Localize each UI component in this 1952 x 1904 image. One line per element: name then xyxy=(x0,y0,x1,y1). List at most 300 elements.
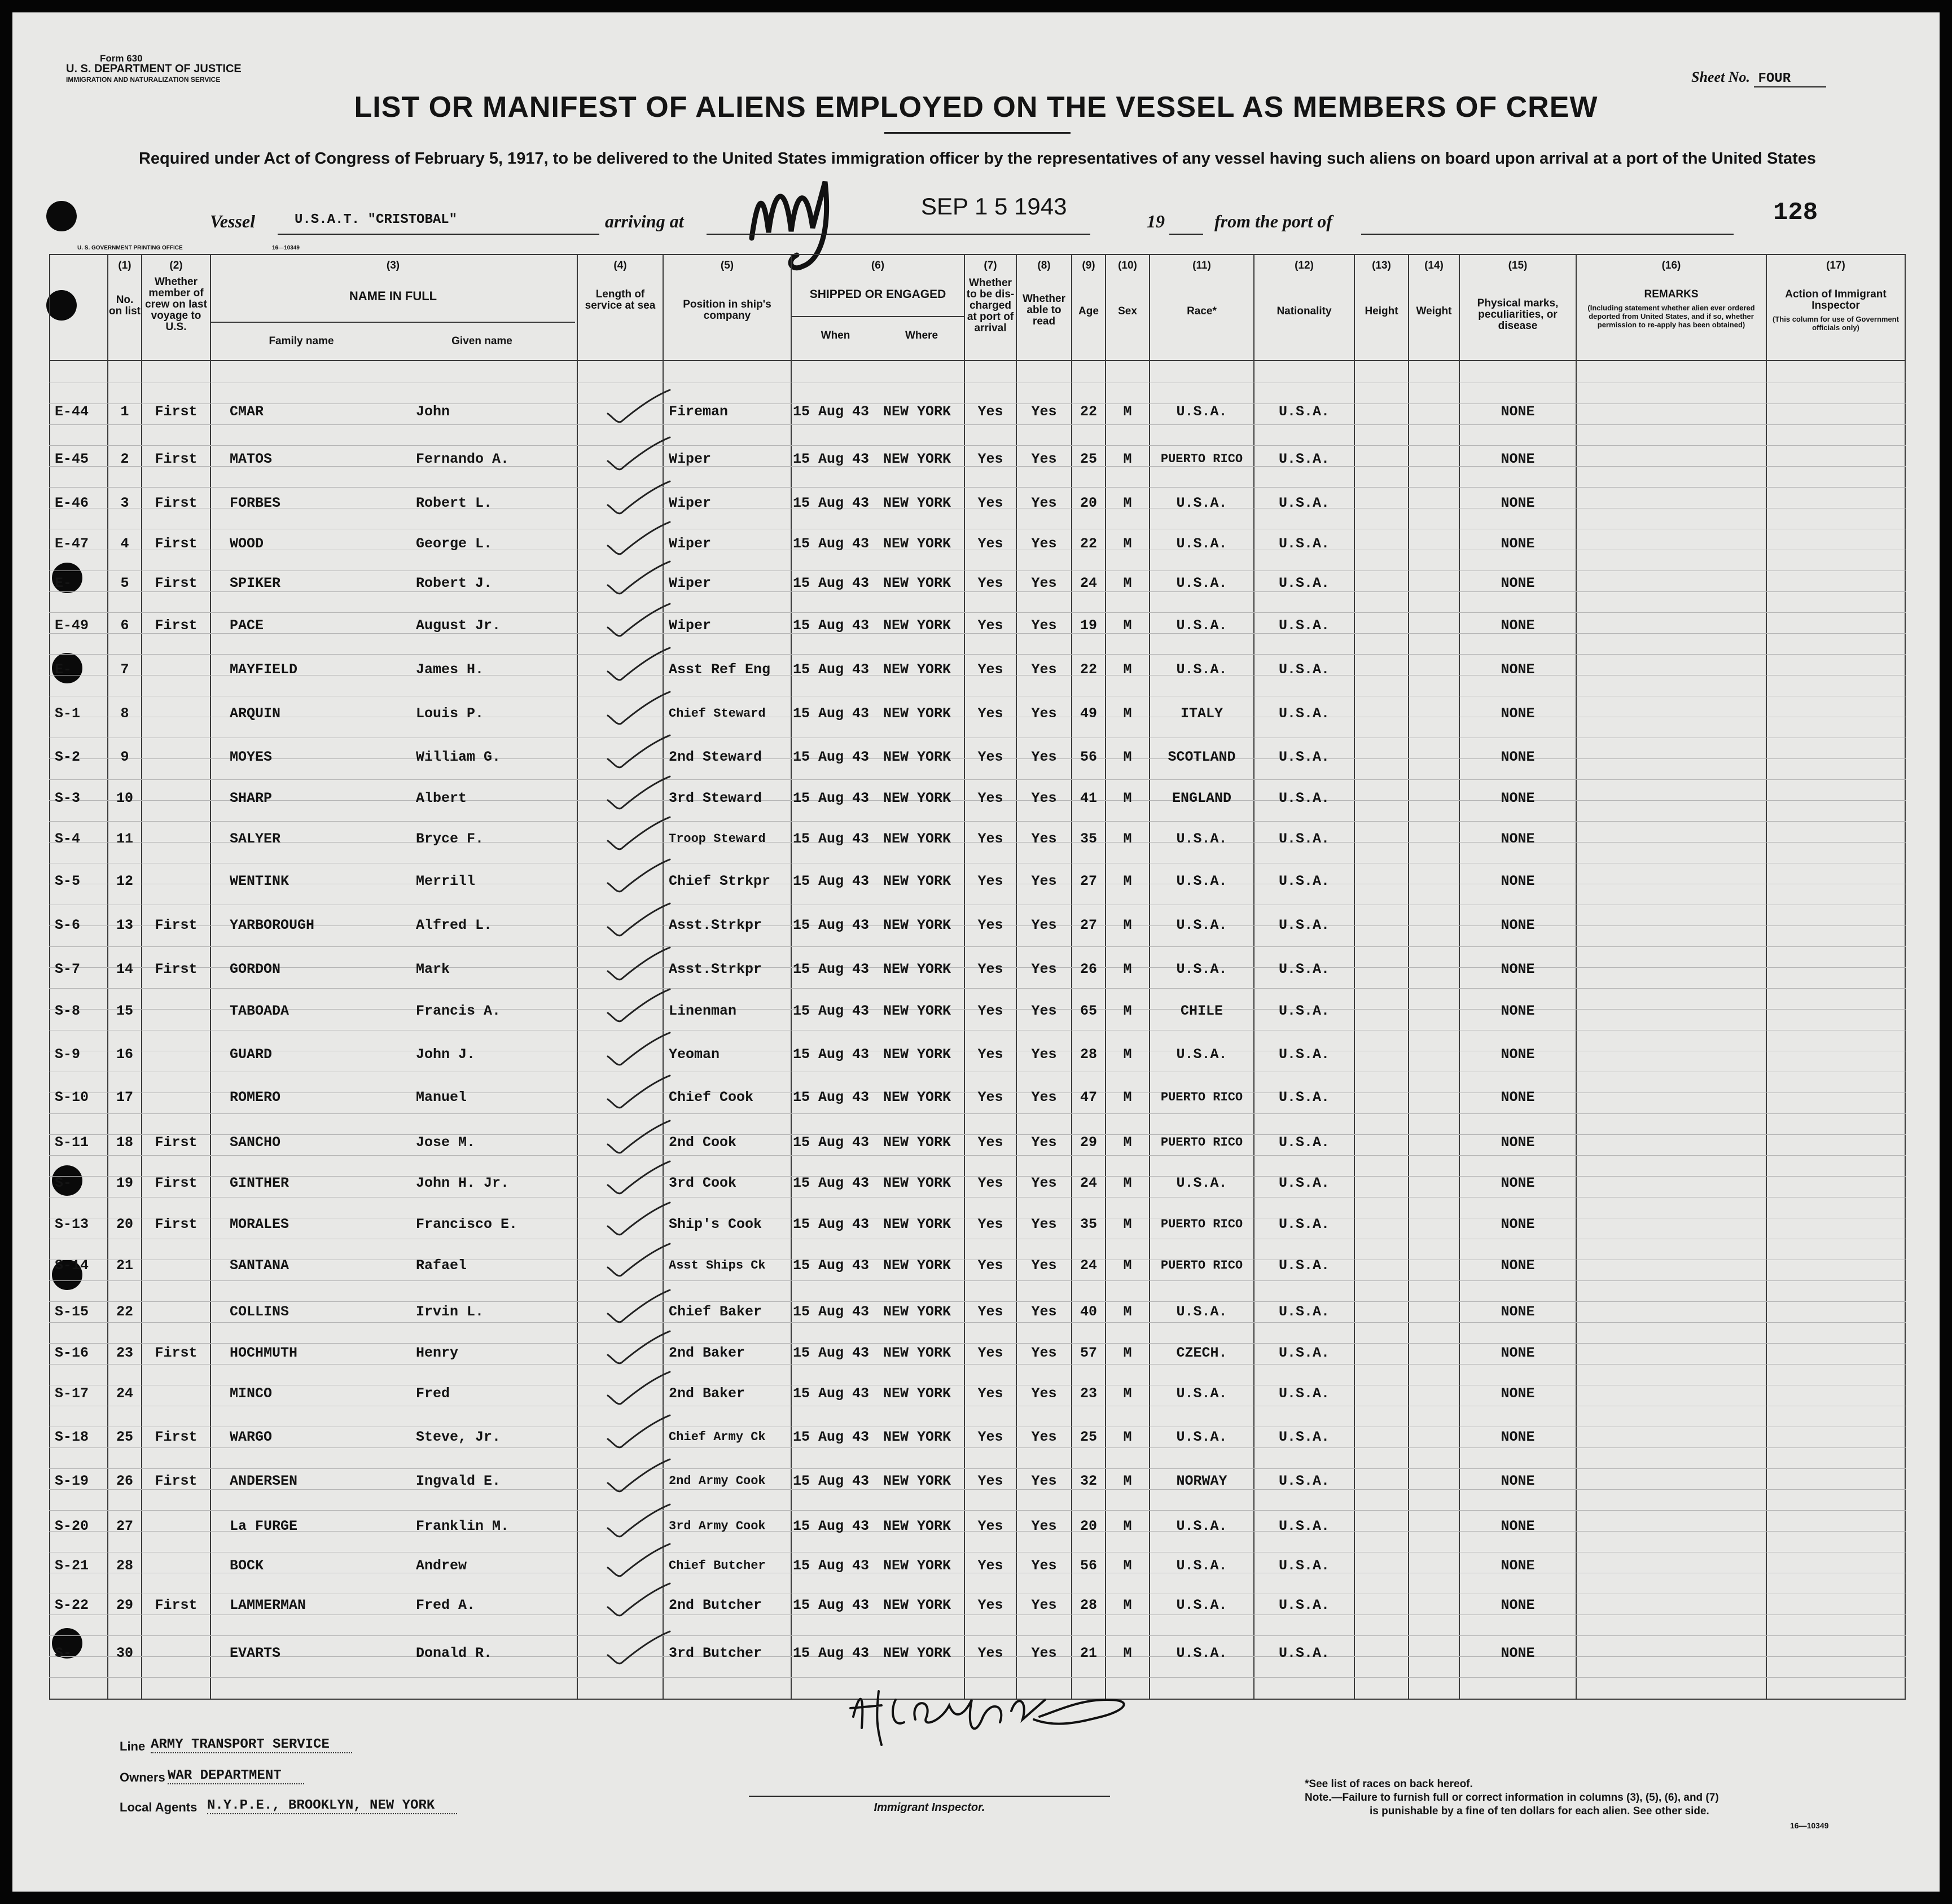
race: U.S.A. xyxy=(1176,1645,1227,1661)
race: U.S.A. xyxy=(1176,617,1227,634)
shipped-where: NEW YORK xyxy=(883,1645,951,1661)
checkmark-icon xyxy=(602,1287,675,1326)
given-name: Alfred L. xyxy=(416,917,493,933)
list-number: 1 xyxy=(120,403,129,420)
able-to-read: Yes xyxy=(1031,1429,1057,1445)
nationality: U.S.A. xyxy=(1278,1089,1330,1105)
physical-marks: NONE xyxy=(1501,1216,1535,1232)
to-be-discharged: Yes xyxy=(977,617,1003,634)
family-name: GUARD xyxy=(230,1046,273,1063)
family-name: COLLINS xyxy=(230,1304,289,1320)
sex: M xyxy=(1123,1429,1132,1445)
physical-marks: NONE xyxy=(1501,831,1535,847)
subheader-rule xyxy=(792,316,964,317)
position: Chief Steward xyxy=(669,707,766,721)
given-name: Franklin M. xyxy=(416,1518,510,1534)
sex: M xyxy=(1123,705,1132,722)
last-voyage xyxy=(142,1558,210,1574)
age: 24 xyxy=(1080,1175,1097,1191)
checkmark-icon xyxy=(602,600,675,640)
footer-form-code: 16—10349 xyxy=(1790,1821,1829,1830)
col-no-on-list: No. on list xyxy=(109,294,141,317)
checkmark-icon xyxy=(602,644,675,684)
position: Chief Baker xyxy=(669,1304,762,1320)
ruling-line xyxy=(49,654,1906,655)
able-to-read: Yes xyxy=(1031,831,1057,847)
list-number: 29 xyxy=(116,1597,133,1613)
col-4-number: (4) xyxy=(613,260,627,271)
col-position: Position in ship's company xyxy=(683,299,771,322)
checkmark-icon xyxy=(602,1580,675,1620)
shipped-where: NEW YORK xyxy=(883,1003,951,1019)
shipped-when: 15 Aug 43 xyxy=(793,790,870,806)
col-14-number: (14) xyxy=(1424,260,1444,271)
able-to-read: Yes xyxy=(1031,1134,1057,1151)
col-6-number: (6) xyxy=(871,260,885,271)
col-inspector-note: (This column for use of Government officials only) xyxy=(1773,315,1899,332)
given-name: William G. xyxy=(416,749,501,765)
sex: M xyxy=(1123,536,1132,552)
age: 22 xyxy=(1080,536,1097,552)
sheet-number xyxy=(1691,69,1826,87)
position: Wiper xyxy=(669,495,712,511)
ruling-line xyxy=(49,946,1906,947)
col-5-number: (5) xyxy=(720,260,734,271)
able-to-read: Yes xyxy=(1031,749,1057,765)
col-given-name: Given name xyxy=(451,335,512,347)
checkmark-icon xyxy=(602,1029,675,1069)
race: NORWAY xyxy=(1176,1473,1227,1489)
col-weight: Weight xyxy=(1416,305,1452,317)
age: 29 xyxy=(1080,1134,1097,1151)
to-be-discharged: Yes xyxy=(977,873,1003,889)
shipped-when: 15 Aug 43 xyxy=(793,403,870,420)
list-number: 21 xyxy=(116,1257,133,1274)
position: Wiper xyxy=(669,451,712,467)
col-1-number: (1) xyxy=(118,260,131,271)
vessel-name: U.S.A.T. "CRISTOBAL" xyxy=(295,212,458,227)
race: U.S.A. xyxy=(1176,1429,1227,1445)
position: 2nd Steward xyxy=(669,749,762,765)
family-name: WENTINK xyxy=(230,873,289,889)
last-voyage: First xyxy=(155,917,198,933)
last-voyage: First xyxy=(155,1429,198,1445)
last-voyage: First xyxy=(155,1175,198,1191)
shipped-where: NEW YORK xyxy=(883,961,951,977)
col-discharged: Whether to be dis-charged at port of arrival xyxy=(966,277,1015,334)
physical-marks: NONE xyxy=(1501,1597,1535,1613)
last-voyage: First xyxy=(155,451,198,467)
ruling-line xyxy=(49,1364,1906,1365)
shipped-where: NEW YORK xyxy=(883,1134,951,1151)
column-rule xyxy=(1576,254,1577,1700)
age: 28 xyxy=(1080,1046,1097,1063)
nationality: U.S.A. xyxy=(1278,1345,1330,1361)
race: PUERTO RICO xyxy=(1160,1135,1243,1150)
last-voyage: First xyxy=(155,1597,198,1613)
physical-marks: NONE xyxy=(1501,403,1535,420)
col-nationality: Nationality xyxy=(1277,305,1332,317)
penalty-note: Note.—Failure to furnish full or correct information in columns (3), (5), (6), and (7) xyxy=(1305,1792,1719,1804)
nationality: U.S.A. xyxy=(1278,705,1330,722)
to-be-discharged: Yes xyxy=(977,1216,1003,1232)
crew-code: E-49 xyxy=(55,617,89,634)
nationality: U.S.A. xyxy=(1278,1046,1330,1063)
able-to-read: Yes xyxy=(1031,403,1057,420)
manifest-sheet xyxy=(12,12,1940,1892)
races-note: *See list of races on back hereof. xyxy=(1305,1778,1473,1790)
age: 47 xyxy=(1080,1089,1097,1105)
family-name: CMAR xyxy=(230,403,264,420)
col-shipped-or-engaged: SHIPPED OR ENGAGED xyxy=(809,288,946,301)
physical-marks: NONE xyxy=(1501,1003,1535,1019)
able-to-read: Yes xyxy=(1031,1257,1057,1274)
race: U.S.A. xyxy=(1176,873,1227,889)
position: Asst.Strkpr xyxy=(669,961,762,977)
shipped-when: 15 Aug 43 xyxy=(793,1175,870,1191)
family-name: MINCO xyxy=(230,1385,273,1402)
crew-code: S-5 xyxy=(55,873,81,889)
sex: M xyxy=(1123,1597,1132,1613)
to-be-discharged: Yes xyxy=(977,1429,1003,1445)
able-to-read: Yes xyxy=(1031,495,1057,511)
shipped-when: 15 Aug 43 xyxy=(793,1473,870,1489)
family-name: MAYFIELD xyxy=(230,661,298,678)
shipped-when: 15 Aug 43 xyxy=(793,1345,870,1361)
nationality: U.S.A. xyxy=(1278,961,1330,977)
checkmark-icon xyxy=(602,814,675,853)
col-able-to-read: Whether able to read xyxy=(1023,293,1065,327)
last-voyage xyxy=(142,1046,210,1063)
nationality: U.S.A. xyxy=(1278,1257,1330,1274)
penalty-note-continued: is punishable by a fine of ten dollars for each alien. See other side. xyxy=(1370,1805,1709,1817)
last-voyage xyxy=(142,1257,210,1274)
last-voyage: First xyxy=(155,1345,198,1361)
family-name: WARGO xyxy=(230,1429,273,1445)
able-to-read: Yes xyxy=(1031,1385,1057,1402)
family-name: La FURGE xyxy=(230,1518,298,1534)
family-name: FORBES xyxy=(230,495,281,511)
given-name: Fred A. xyxy=(416,1597,476,1613)
to-be-discharged: Yes xyxy=(977,403,1003,420)
able-to-read: Yes xyxy=(1031,1345,1057,1361)
col-remarks-note: (Including statement whether alien ever ordered deported from United States, and if so, whether permission to re-apply has been obtained) xyxy=(1587,304,1755,329)
list-number: 22 xyxy=(116,1304,133,1320)
list-number: 4 xyxy=(120,536,129,552)
checkmark-icon xyxy=(602,732,675,771)
able-to-read: Yes xyxy=(1031,1645,1057,1661)
position: 3rd Army Cook xyxy=(669,1519,766,1533)
list-number: 27 xyxy=(116,1518,133,1534)
shipped-where: NEW YORK xyxy=(883,831,951,847)
checkmark-icon xyxy=(602,1328,675,1367)
page-number: 128 xyxy=(1773,199,1818,227)
physical-marks: NONE xyxy=(1501,575,1535,591)
sex: M xyxy=(1123,790,1132,806)
to-be-discharged: Yes xyxy=(977,495,1003,511)
age: 35 xyxy=(1080,1216,1097,1232)
position: Fireman xyxy=(669,403,729,420)
crew-code: S-3 xyxy=(55,790,81,806)
shipped-where: NEW YORK xyxy=(883,1558,951,1574)
crew-code: E-46 xyxy=(55,495,89,511)
checkmark-icon xyxy=(602,773,675,813)
manifest-notes xyxy=(1305,1778,1719,1818)
crew-code: S-8 xyxy=(55,1003,81,1019)
shipped-when: 15 Aug 43 xyxy=(793,1429,870,1445)
race: U.S.A. xyxy=(1176,1518,1227,1534)
crew-code: S-9 xyxy=(55,1046,81,1063)
last-voyage xyxy=(142,749,210,766)
physical-marks: NONE xyxy=(1501,1089,1535,1105)
last-voyage xyxy=(142,873,210,890)
col-13-number: (13) xyxy=(1372,260,1391,271)
age: 49 xyxy=(1080,705,1097,722)
physical-marks: NONE xyxy=(1501,495,1535,511)
col-inspector-action: Action of Immigrant Inspector xyxy=(1785,288,1887,312)
position: 3rd Steward xyxy=(669,790,762,806)
form-identification xyxy=(66,53,242,85)
list-number: 16 xyxy=(116,1046,133,1063)
nationality: U.S.A. xyxy=(1278,451,1330,467)
age: 40 xyxy=(1080,1304,1097,1320)
race: U.S.A. xyxy=(1176,831,1227,847)
col-when: When xyxy=(821,330,850,341)
col-family-name: Family name xyxy=(269,335,334,347)
checkmark-icon xyxy=(602,1628,675,1668)
nationality: U.S.A. xyxy=(1278,495,1330,511)
checkmark-icon xyxy=(602,900,675,940)
physical-marks: NONE xyxy=(1501,1257,1535,1274)
inspector-label: Immigrant Inspector. xyxy=(874,1801,985,1814)
able-to-read: Yes xyxy=(1031,1304,1057,1320)
shipped-where: NEW YORK xyxy=(883,451,951,467)
shipped-when: 15 Aug 43 xyxy=(793,873,870,889)
local-agents-value: N.Y.P.E., BROOKLYN, NEW YORK xyxy=(207,1798,457,1814)
shipped-where: NEW YORK xyxy=(883,661,951,678)
shipped-where: NEW YORK xyxy=(883,495,951,511)
shipped-where: NEW YORK xyxy=(883,749,951,765)
to-be-discharged: Yes xyxy=(977,705,1003,722)
list-number: 11 xyxy=(116,831,133,847)
given-name: Donald R. xyxy=(416,1645,493,1661)
to-be-discharged: Yes xyxy=(977,1645,1003,1661)
list-number: 14 xyxy=(116,961,133,977)
list-number: 12 xyxy=(116,873,133,889)
row-rule xyxy=(49,360,1906,361)
able-to-read: Yes xyxy=(1031,705,1057,722)
nationality: U.S.A. xyxy=(1278,536,1330,552)
age: 25 xyxy=(1080,451,1097,467)
race: U.S.A. xyxy=(1176,495,1227,511)
from-port-label: from the port of xyxy=(1214,211,1332,231)
shipped-when: 15 Aug 43 xyxy=(793,1597,870,1613)
position: Troop Steward xyxy=(669,832,766,846)
sex: M xyxy=(1123,403,1132,420)
document-title: LIST OR MANIFEST OF ALIENS EMPLOYED ON THE VESSEL AS MEMBERS OF CREW xyxy=(354,91,1598,124)
shipped-where: NEW YORK xyxy=(883,1429,951,1445)
sex: M xyxy=(1123,1385,1132,1402)
list-number: 6 xyxy=(120,617,129,634)
list-number: 10 xyxy=(116,790,133,806)
shipped-when: 15 Aug 43 xyxy=(793,1046,870,1063)
col-last-voyage: Whether member of crew on last voyage to U.S. xyxy=(145,276,207,333)
form-number: Form 630 xyxy=(100,53,143,64)
able-to-read: Yes xyxy=(1031,1558,1057,1574)
last-voyage: First xyxy=(155,495,198,511)
checkmark-icon xyxy=(602,558,675,598)
shipped-where: NEW YORK xyxy=(883,1345,951,1361)
nationality: U.S.A. xyxy=(1278,1645,1330,1661)
list-number: 7 xyxy=(120,661,129,678)
to-be-discharged: Yes xyxy=(977,1385,1003,1402)
col-17-number: (17) xyxy=(1826,260,1845,271)
to-be-discharged: Yes xyxy=(977,1175,1003,1191)
family-name: ROMERO xyxy=(230,1089,281,1105)
age: 56 xyxy=(1080,749,1097,765)
shipped-when: 15 Aug 43 xyxy=(793,1518,870,1534)
list-number: 3 xyxy=(120,495,129,511)
family-name: LAMMERMAN xyxy=(230,1597,306,1613)
race: U.S.A. xyxy=(1176,1175,1227,1191)
to-be-discharged: Yes xyxy=(977,1089,1003,1105)
last-voyage xyxy=(142,790,210,807)
sex: M xyxy=(1123,1257,1132,1274)
given-name: Fred xyxy=(416,1385,450,1402)
list-number: 15 xyxy=(116,1003,133,1019)
shipped-when: 15 Aug 43 xyxy=(793,705,870,722)
to-be-discharged: Yes xyxy=(977,917,1003,933)
list-number: 17 xyxy=(116,1089,133,1105)
age: 24 xyxy=(1080,1257,1097,1274)
family-name: TABOADA xyxy=(230,1003,289,1019)
age: 65 xyxy=(1080,1003,1097,1019)
checkmark-icon xyxy=(602,1412,675,1451)
shipped-where: NEW YORK xyxy=(883,617,951,634)
nationality: U.S.A. xyxy=(1278,1175,1330,1191)
checkmark-icon xyxy=(602,856,675,896)
checkmark-icon xyxy=(602,1501,675,1541)
checkmark-icon xyxy=(602,1072,675,1112)
nationality: U.S.A. xyxy=(1278,403,1330,420)
checkmark-icon xyxy=(602,1541,675,1580)
race: ENGLAND xyxy=(1172,790,1232,806)
checkmark-icon xyxy=(602,688,675,728)
crew-code: E-47 xyxy=(55,536,89,552)
col-sex: Sex xyxy=(1118,305,1137,317)
to-be-discharged: Yes xyxy=(977,790,1003,806)
position: 2nd Army Cook xyxy=(669,1474,766,1488)
last-voyage: First xyxy=(155,536,198,552)
position: Asst Ref Eng xyxy=(669,661,771,678)
position: 2nd Butcher xyxy=(669,1597,762,1613)
position: Wiper xyxy=(669,536,712,552)
checkmark-icon xyxy=(602,1117,675,1157)
given-name: Henry xyxy=(416,1345,459,1361)
nationality: U.S.A. xyxy=(1278,917,1330,933)
last-voyage xyxy=(142,661,210,678)
sex: M xyxy=(1123,1003,1132,1019)
given-name: Steve, Jr. xyxy=(416,1429,501,1445)
to-be-discharged: Yes xyxy=(977,536,1003,552)
last-voyage: First xyxy=(155,1473,198,1489)
to-be-discharged: Yes xyxy=(977,1134,1003,1151)
shipped-where: NEW YORK xyxy=(883,536,951,552)
shipped-when: 15 Aug 43 xyxy=(793,831,870,847)
able-to-read: Yes xyxy=(1031,961,1057,977)
col-10-number: (10) xyxy=(1118,260,1137,271)
position: Asst Ships Ck xyxy=(669,1258,766,1273)
given-name: Manuel xyxy=(416,1089,467,1105)
department-name: U. S. DEPARTMENT OF JUSTICE xyxy=(66,63,242,75)
shipped-when: 15 Aug 43 xyxy=(793,1216,870,1232)
col-8-number: (8) xyxy=(1037,260,1051,271)
nationality: U.S.A. xyxy=(1278,1216,1330,1232)
crew-code: E-45 xyxy=(55,451,89,467)
last-voyage: First xyxy=(155,403,198,420)
sex: M xyxy=(1123,1089,1132,1105)
family-name: MORALES xyxy=(230,1216,289,1232)
race: CHILE xyxy=(1180,1003,1223,1019)
family-name: MOYES xyxy=(230,749,273,765)
family-name: SHARP xyxy=(230,790,273,806)
last-voyage: First xyxy=(155,1134,198,1151)
manifest-footer xyxy=(12,1717,1940,1886)
given-name: Robert L. xyxy=(416,495,493,511)
to-be-discharged: Yes xyxy=(977,1345,1003,1361)
owners-value: WAR DEPARTMENT xyxy=(168,1768,304,1784)
sex: M xyxy=(1123,661,1132,678)
position: Yeoman xyxy=(669,1046,720,1063)
age: 27 xyxy=(1080,917,1097,933)
nationality: U.S.A. xyxy=(1278,1003,1330,1019)
family-name: YARBOROUGH xyxy=(230,917,315,933)
shipped-when: 15 Aug 43 xyxy=(793,617,870,634)
column-rule xyxy=(1905,254,1906,1700)
physical-marks: NONE xyxy=(1501,961,1535,977)
column-rule xyxy=(49,254,50,1700)
shipped-where: NEW YORK xyxy=(883,575,951,591)
shipped-where: NEW YORK xyxy=(883,1046,951,1063)
last-voyage xyxy=(142,1304,210,1320)
family-name: SALYER xyxy=(230,831,281,847)
age: 28 xyxy=(1080,1597,1097,1613)
race: U.S.A. xyxy=(1176,1558,1227,1574)
ruling-line xyxy=(49,1447,1906,1448)
inspector-signature-line xyxy=(749,1796,1110,1797)
given-name: Merrill xyxy=(416,873,476,889)
crew-code: S-15 xyxy=(55,1304,89,1320)
ruling-line xyxy=(49,1510,1906,1511)
to-be-discharged: Yes xyxy=(977,831,1003,847)
list-number: 2 xyxy=(120,451,129,467)
able-to-read: Yes xyxy=(1031,1216,1057,1232)
physical-marks: NONE xyxy=(1501,1175,1535,1191)
last-voyage xyxy=(142,1089,210,1106)
shipped-where: NEW YORK xyxy=(883,1304,951,1320)
sheet-number-label: Sheet No. xyxy=(1691,69,1750,85)
physical-marks: NONE xyxy=(1501,1134,1535,1151)
list-number: 8 xyxy=(120,705,129,722)
position: 2nd Cook xyxy=(669,1134,737,1151)
age: 20 xyxy=(1080,495,1097,511)
date-stamp: SEP 1 5 1943 xyxy=(921,193,1067,220)
ruling-line xyxy=(49,988,1906,989)
shipped-where: NEW YORK xyxy=(883,873,951,889)
family-name: HOCHMUTH xyxy=(230,1345,298,1361)
line-value: ARMY TRANSPORT SERVICE xyxy=(151,1737,352,1753)
last-voyage xyxy=(142,1003,210,1020)
